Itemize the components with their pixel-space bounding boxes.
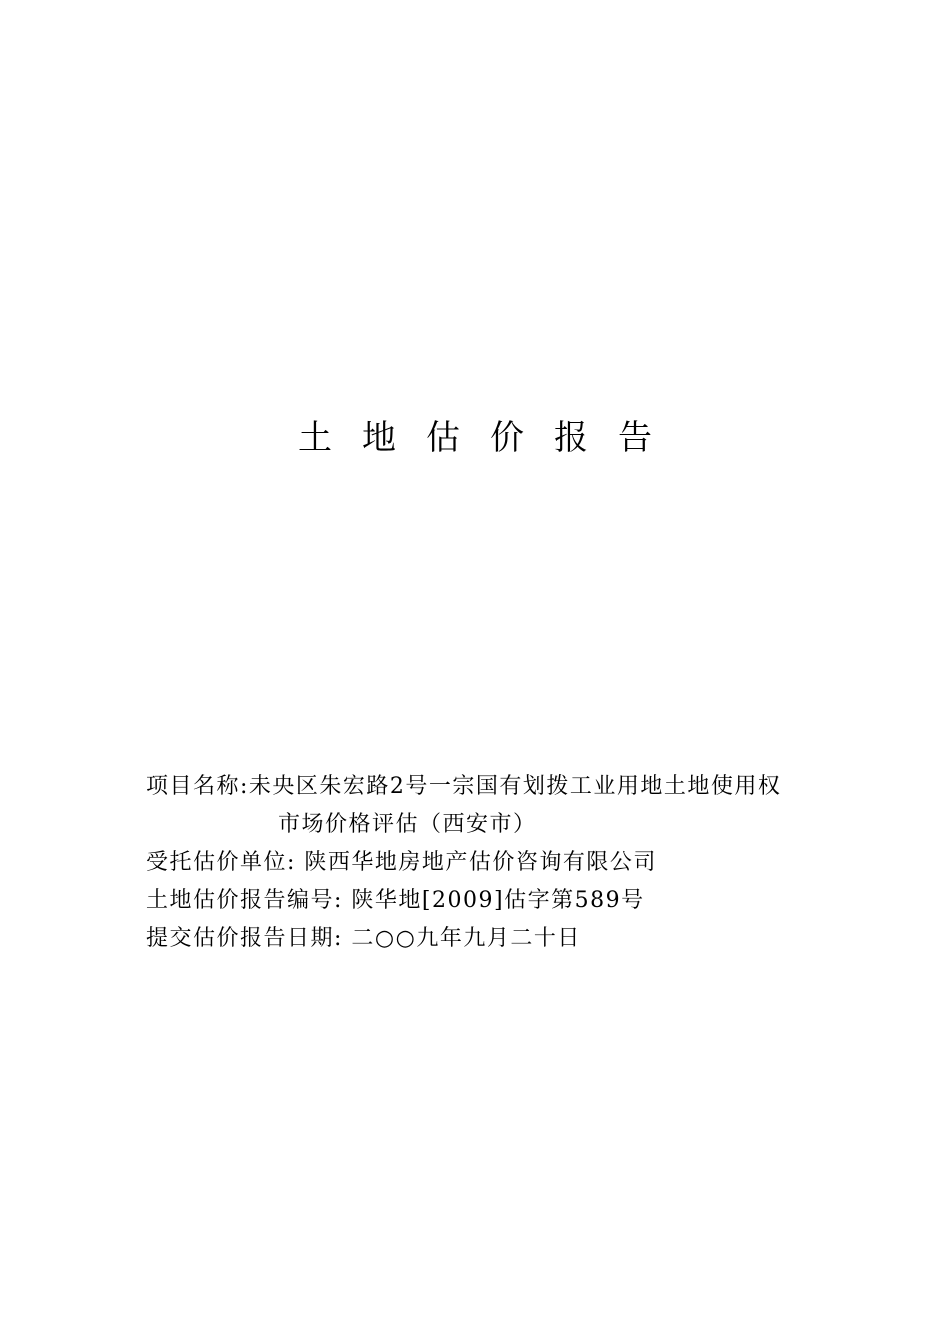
project-name-row [146,768,866,806]
report-number-row [146,882,866,920]
project-name-value-continued: 市场价格评估（西安市） [278,812,537,837]
report-title: 土地估价报告 [298,418,682,458]
appraiser-label: 受托估价单位: [146,850,296,875]
submission-date-row [146,920,866,958]
project-name-label: 项目名称: [146,774,249,799]
report-number-label: 土地估价报告编号: [146,888,343,913]
project-name-row-continued [146,806,866,844]
submission-date-label: 提交估价报告日期: [146,926,343,951]
appraiser-row [146,844,866,882]
report-info-block [146,768,866,958]
submission-date-value: 二○○九年九月二十日 [351,926,581,951]
appraiser-value: 陕西华地房地产估价咨询有限公司 [304,850,657,875]
report-number-value: 陕华地[2009]估字第589号 [351,888,645,913]
project-name-value: 未央区朱宏路2号一宗国有划拨工业用地土地使用权 [248,774,782,799]
